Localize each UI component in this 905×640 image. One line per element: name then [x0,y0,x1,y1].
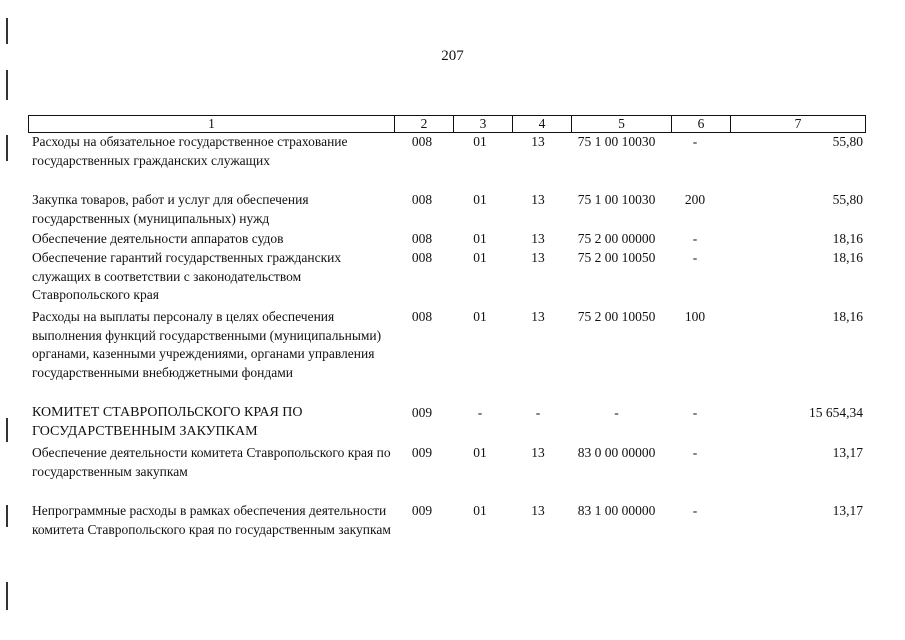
row-target-code: - [614,405,619,420]
row-section-code: 01 [473,445,487,460]
row-expense-type: 200 [684,192,706,207]
scan-margin-mark [6,18,8,44]
row-ministry-code: 008 [411,192,433,207]
row-expense-type: - [692,445,698,460]
table-row [28,133,866,170]
row-expense-type: - [692,503,698,518]
table-row [28,249,866,305]
table-row [28,308,866,382]
header-col-4: 4 [512,116,571,132]
row-subsection-code: - [535,405,541,420]
scan-margin-mark [6,135,8,161]
row-expense-type: - [692,134,698,149]
table-row [28,444,866,481]
scan-margin-mark [6,418,8,442]
header-col-6: 6 [671,116,730,132]
row-name: Обеспечение деятельности комитета Ставропольского края по государственным закупкам [32,445,391,479]
header-col-1: 1 [208,116,215,131]
row-amount: 55,80 [832,192,863,207]
header-col-3: 3 [453,116,512,132]
row-expense-type: - [692,250,698,265]
row-subsection-code: 13 [531,192,545,207]
header-col-2: 2 [394,116,453,132]
row-target-code: 83 0 00 00000 [577,445,656,460]
row-target-code: 75 2 00 10050 [577,250,656,265]
row-expense-type: - [692,405,698,420]
row-name: Непрограммные расходы в рамках обеспечения деятельности комитета Ставропольского края по государственным закупкам [32,503,391,537]
table-row [28,230,866,249]
row-name: КОМИТЕТ СТАВРОПОЛЬСКОГО КРАЯ ПО ГОСУДАРСТВЕННЫМ ЗАКУПКАМ [32,405,303,439]
row-name: Расходы на обязательное государственное страхование государственных гражданских служащих [32,134,348,168]
row-subsection-code: 13 [531,231,545,246]
row-target-code: 75 2 00 00000 [577,231,656,246]
row-ministry-code: 008 [411,250,433,265]
scan-margin-mark [6,582,8,610]
row-section-code: 01 [473,250,487,265]
row-name: Закупка товаров, работ и услуг для обеспечения государственных (муниципальных) нужд [32,192,309,226]
row-target-code: 75 2 00 10050 [577,309,656,324]
row-subsection-code: 13 [531,250,545,265]
row-ministry-code: 009 [411,445,433,460]
row-section-code: 01 [473,309,487,324]
row-ministry-code: 008 [411,134,433,149]
row-ministry-code: 009 [411,503,433,518]
row-ministry-code: 008 [411,231,433,246]
budget-table [28,115,866,537]
row-amount: 18,16 [832,231,863,246]
row-ministry-code: 008 [411,309,433,324]
row-target-code: 75 1 00 10030 [577,134,656,149]
row-amount: 18,16 [832,250,863,265]
row-expense-type: - [692,231,698,246]
row-amount: 55,80 [832,134,863,149]
row-ministry-code: 009 [411,405,433,420]
row-name: Расходы на выплаты персоналу в целях обеспечения выполнения функций государственными (муниципальными) органами, казенными учреждениями, органами управления государственными внебюджетными фондами [32,309,382,380]
row-name: Обеспечение гарантий государственных гражданских служащих в соответствии с законодательством Ставропольского края [32,250,342,302]
header-col-7: 7 [730,116,865,132]
row-subsection-code: 13 [531,134,545,149]
row-amount: 18,16 [832,309,863,324]
row-amount: 15 654,34 [809,405,863,420]
scan-margin-mark [6,505,8,527]
row-target-code: 83 1 00 00000 [577,503,656,518]
row-name: Обеспечение деятельности аппаратов судов [32,231,284,246]
scan-margin-mark [6,70,8,100]
row-section-code: 01 [473,192,487,207]
header-col-5: 5 [571,116,671,132]
row-section-code: 01 [473,134,487,149]
table-row [28,191,866,228]
row-subsection-code: 13 [531,309,545,324]
row-section-code: - [477,405,483,420]
row-amount: 13,17 [832,503,863,518]
table-row [28,404,866,441]
row-subsection-code: 13 [531,503,545,518]
row-section-code: 01 [473,231,487,246]
row-amount: 13,17 [832,445,863,460]
row-subsection-code: 13 [531,445,545,460]
table-header-row [28,115,866,133]
page-number: 207 [441,48,464,64]
table-row [28,502,866,539]
row-expense-type: 100 [684,309,706,324]
row-section-code: 01 [473,503,487,518]
row-target-code: 75 1 00 10030 [577,192,656,207]
